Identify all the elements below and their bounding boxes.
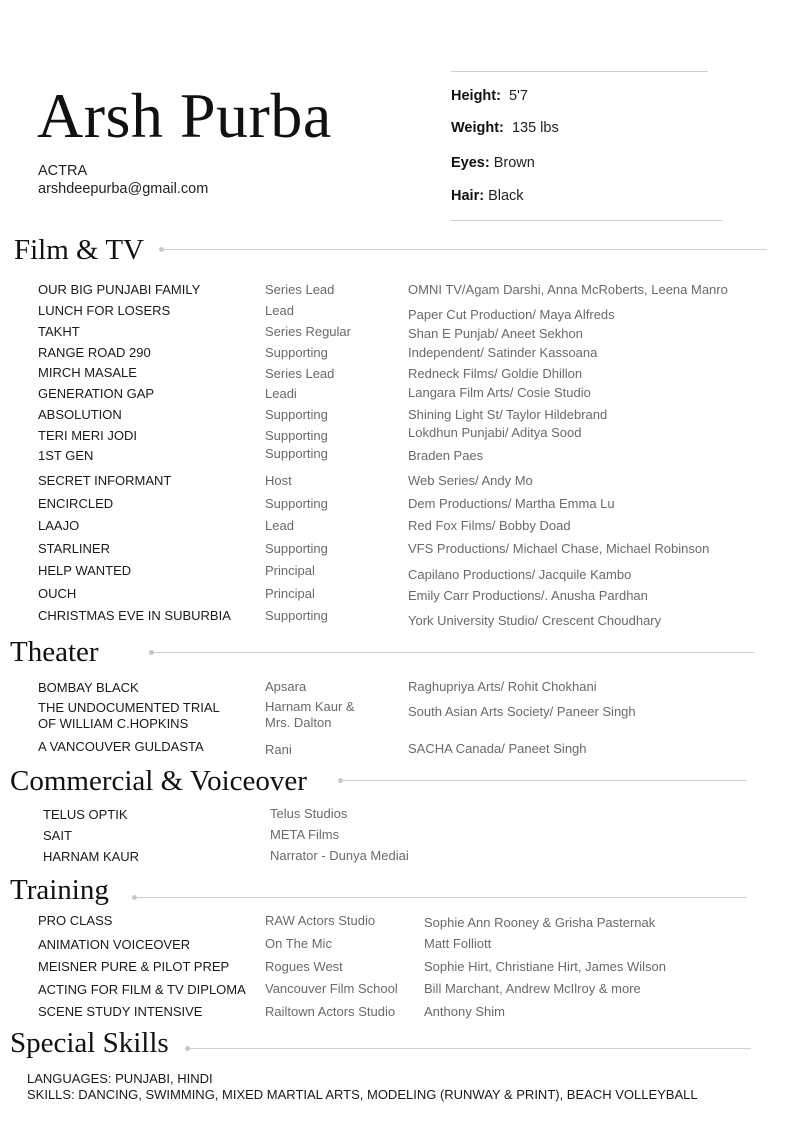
section-divider-line xyxy=(189,1048,751,1049)
film-tv-credit: Redneck Films/ Goldie Dhillon xyxy=(408,366,583,381)
film-tv-credit: Red Fox Films/ Bobby Doad xyxy=(408,518,571,533)
film-tv-role: Lead xyxy=(265,303,294,318)
film-tv-credit: Langara Film Arts/ Cosie Studio xyxy=(408,385,591,400)
training-school: RAW Actors Studio xyxy=(265,913,376,928)
film-tv-role: Supporting xyxy=(265,428,328,443)
training-teachers: Anthony Shim xyxy=(424,1004,505,1019)
training-school: Railtown Actors Studio xyxy=(265,1004,396,1019)
commercial-credit: Narrator - Dunya Mediai xyxy=(270,848,409,863)
training-course: SCENE STUDY INTENSIVE xyxy=(38,1004,203,1019)
film-tv-project: LUNCH FOR LOSERS xyxy=(38,303,171,318)
film-tv-role: Principal xyxy=(265,563,315,578)
film-tv-project: HELP WANTED xyxy=(38,563,132,578)
stat-hair: Hair: Black xyxy=(451,188,524,204)
training-teachers: Bill Marchant, Andrew McIlroy & more xyxy=(424,981,641,996)
commercial-project: SAIT xyxy=(43,828,72,843)
film-tv-project: ABSOLUTION xyxy=(38,407,122,422)
training-course: ACTING FOR FILM & TV DIPLOMA xyxy=(38,982,246,997)
film-tv-project: CHRISTMAS EVE IN SUBURBIA xyxy=(38,608,231,623)
union-affiliation: ACTRA xyxy=(38,163,88,179)
section-title-special-skills: Special Skills xyxy=(10,1027,169,1059)
film-tv-role: Lead xyxy=(265,518,294,533)
film-tv-credit: York University Studio/ Crescent Choudhary xyxy=(408,613,662,628)
theater-credit: SACHA Canada/ Paneet Singh xyxy=(408,741,587,756)
training-school: Rogues West xyxy=(265,959,343,974)
film-tv-project: LAAJO xyxy=(38,518,80,533)
stats-top-divider xyxy=(451,71,708,72)
film-tv-role: Series Lead xyxy=(265,282,335,297)
languages-line: LANGUAGES: PUNJABI, HINDI xyxy=(27,1071,213,1086)
theater-role: Apsara xyxy=(265,679,307,694)
film-tv-project: GENERATION GAP xyxy=(38,386,155,401)
training-course: ANIMATION VOICEOVER xyxy=(38,937,191,952)
theater-credit: South Asian Arts Society/ Paneer Singh xyxy=(408,704,636,719)
stat-weight: Weight: 135 lbs xyxy=(451,120,559,136)
film-tv-role: Supporting xyxy=(265,608,328,623)
film-tv-credit: Dem Productions/ Martha Emma Lu xyxy=(408,496,615,511)
film-tv-project: RANGE ROAD 290 xyxy=(38,345,151,360)
film-tv-role: Series Regular xyxy=(265,324,351,339)
film-tv-credit: Independent/ Satinder Kassoana xyxy=(408,345,598,360)
theater-credit: Raghupriya Arts/ Rohit Chokhani xyxy=(408,679,597,694)
stats-bottom-divider xyxy=(451,220,722,221)
film-tv-credit: Braden Paes xyxy=(408,448,484,463)
film-tv-role: Host xyxy=(265,473,292,488)
section-title-training: Training xyxy=(10,874,109,906)
film-tv-project: MIRCH MASALE xyxy=(38,365,137,380)
film-tv-project: 1ST GEN xyxy=(38,448,94,463)
training-course: PRO CLASS xyxy=(38,913,113,928)
theater-project: A VANCOUVER GULDASTA xyxy=(38,739,204,754)
film-tv-role: Series Lead xyxy=(265,366,335,381)
commercial-project: TELUS OPTIK xyxy=(43,807,128,822)
film-tv-credit: Lokdhun Punjabi/ Aditya Sood xyxy=(408,425,582,440)
film-tv-credit: OMNI TV/Agam Darshi, Anna McRoberts, Leena Manro xyxy=(408,282,728,297)
film-tv-project: OUR BIG PUNJABI FAMILY xyxy=(38,282,201,297)
film-tv-role: Principal xyxy=(265,586,315,601)
film-tv-credit: Web Series/ Andy Mo xyxy=(408,473,533,488)
section-divider-line xyxy=(136,897,747,898)
email-address: arshdeepurba@gmail.com xyxy=(38,181,209,197)
section-divider-line xyxy=(163,249,767,250)
training-teachers: Sophie Ann Rooney & Grisha Pasternak xyxy=(424,915,656,930)
section-title-theater: Theater xyxy=(10,636,99,668)
film-tv-role: Supporting xyxy=(265,496,328,511)
commercial-credit: Telus Studios xyxy=(270,806,348,821)
film-tv-project: TAKHT xyxy=(38,324,80,339)
film-tv-project: STARLINER xyxy=(38,541,110,556)
theater-project-line2: OF WILLIAM C.HOPKINS xyxy=(38,716,189,731)
section-title-commercial: Commercial & Voiceover xyxy=(10,765,307,797)
theater-project: BOMBAY BLACK xyxy=(38,680,139,695)
film-tv-project: ENCIRCLED xyxy=(38,496,114,511)
film-tv-role: Supporting xyxy=(265,407,328,422)
theater-project-line1: THE UNDOCUMENTED TRIAL xyxy=(38,700,220,715)
theater-role: Rani xyxy=(265,742,292,757)
film-tv-project: SECRET INFORMANT xyxy=(38,473,172,488)
film-tv-project: OUCH xyxy=(38,586,77,601)
skills-line: SKILLS: DANCING, SWIMMING, MIXED MARTIAL ARTS, MODELING (RUNWAY & PRINT), BEACH VOLLEYBALL xyxy=(27,1087,698,1102)
stat-height: Height: 5'7 xyxy=(451,88,528,104)
film-tv-credit: Capilano Productions/ Jacquile Kambo xyxy=(408,567,632,582)
commercial-credit: META Films xyxy=(270,827,340,842)
film-tv-role: Leadi xyxy=(265,386,297,401)
film-tv-role: Supporting xyxy=(265,446,328,461)
section-divider-line xyxy=(153,652,754,653)
commercial-project: HARNAM KAUR xyxy=(43,849,140,864)
training-teachers: Matt Folliott xyxy=(424,936,492,951)
training-school: On The Mic xyxy=(265,936,332,951)
film-tv-role: Supporting xyxy=(265,345,328,360)
film-tv-role: Supporting xyxy=(265,541,328,556)
film-tv-credit: Shining Light St/ Taylor Hildebrand xyxy=(408,407,608,422)
training-teachers: Sophie Hirt, Christiane Hirt, James Wilson xyxy=(424,959,667,974)
stat-eyes: Eyes: Brown xyxy=(451,155,535,171)
theater-role-line1: Harnam Kaur & xyxy=(265,699,355,714)
film-tv-credit: Shan E Punjab/ Aneet Sekhon xyxy=(408,326,583,341)
actor-name: Arsh Purba xyxy=(37,80,332,151)
theater-role-line2: Mrs. Dalton xyxy=(265,715,332,730)
film-tv-credit: Paper Cut Production/ Maya Alfreds xyxy=(408,307,615,322)
film-tv-credit: VFS Productions/ Michael Chase, Michael Robinson xyxy=(408,541,710,556)
section-divider-line xyxy=(342,780,747,781)
training-course: MEISNER PURE & PILOT PREP xyxy=(38,959,230,974)
film-tv-credit: Emily Carr Productions/. Anusha Pardhan xyxy=(408,588,648,603)
training-school: Vancouver Film School xyxy=(265,981,398,996)
film-tv-project: TERI MERI JODI xyxy=(38,428,137,443)
section-title-film-tv: Film & TV xyxy=(14,234,144,266)
